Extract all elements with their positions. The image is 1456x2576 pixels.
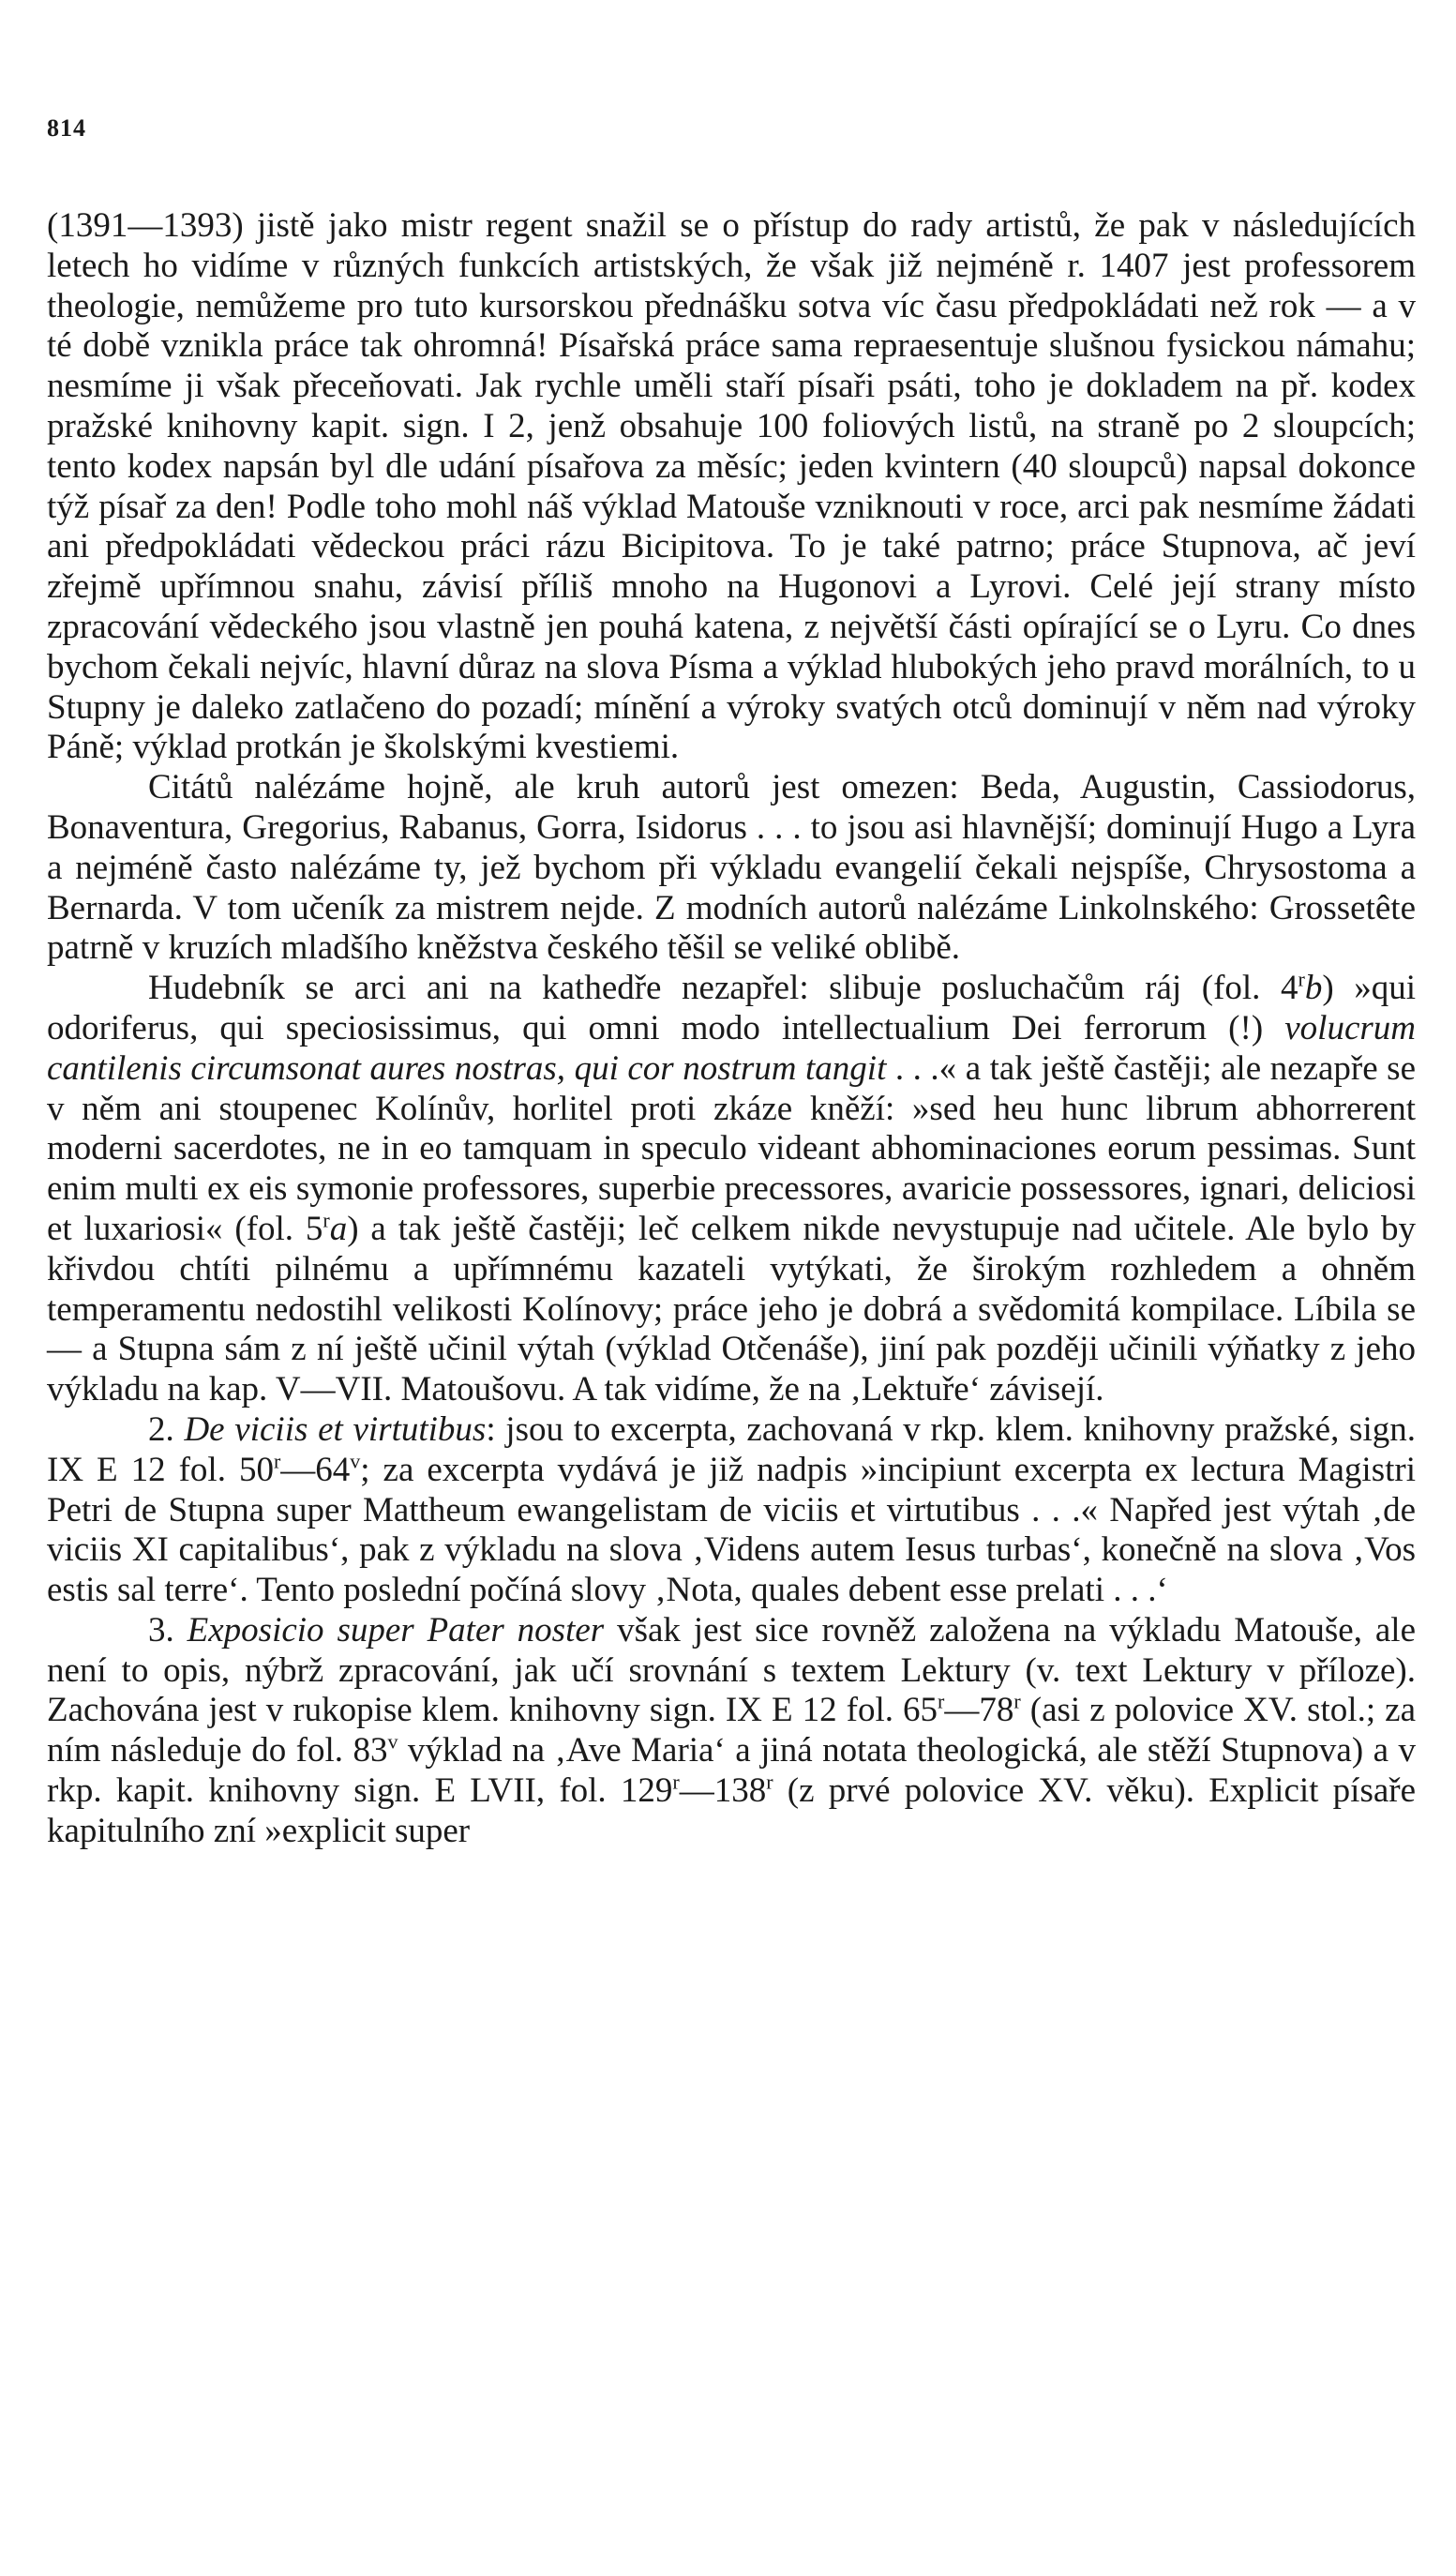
folio-superscript: r — [323, 1208, 330, 1232]
paragraph — [47, 1611, 1416, 1852]
folio-superscript: r — [1298, 967, 1305, 991]
text-run: 3. — [148, 1610, 188, 1650]
folio-superscript: r — [273, 1449, 281, 1473]
text-run: 2. — [148, 1409, 185, 1449]
italic-text: Exposicio super Pater noster — [187, 1610, 605, 1650]
text-run: —64 — [280, 1450, 351, 1489]
text-run: výklad na ‚Ave Maria‘ a jiná notata theologická, ale stěží Stupnova) a v rkp. kapit. knihovny sign. E LVII, fol. 129 — [47, 1731, 1417, 1811]
text-run: : jsou to excerpta, zachovaná v rkp. klem. knihovny pražské, sign. IX E 12 fol. 50 — [47, 1409, 1416, 1489]
page-number: 814 — [47, 114, 86, 142]
text-run: Hudebník se arci ani na kathedře nezapřel: slibuje posluchačům ráj (fol. 4 — [148, 969, 1298, 1008]
text-run: ) »qui odoriferus, qui speciosissimus, qui omni modo intellectualium Dei ferrorum (!) — [47, 969, 1416, 1047]
text-run: ; za excerpta vydává je již nadpis »incipiunt excerpta ex lectura Magistri Petri de Stupna super Mattheum ewangelistam de viciis et virtutibus . . .« Napřed jest výtah ‚de viciis XI capitalibus‘, pak z výkladu na slova ‚Videns autem Iesus turbas‘, konečně na slova ‚Vos estis sal terre‘. Tento poslední počíná slovy ‚Nota, quales debent esse prelati . . .‘ — [47, 1450, 1416, 1610]
paragraph — [47, 1410, 1416, 1611]
text-run: —78 — [944, 1691, 1014, 1730]
text-run: (1391—1393) jistě jako mistr regent snažil se o přístup do rady artistů, že pak v následujících letech ho vidíme v různých funkcích artistských, že však již nejméně r. 1407 jest professorem theologie, nemůžeme pro tuto kursorskou přednášku sotva víc času předpokládati než rok — a v té době vznikla práce tak ohromná! Písařská práce sama repraesentuje slušnou fysickou námahu; nesmíme ji však přeceňovati. Jak rychle uměli staří písaři psáti, toho je dokladem na př. kodex pražské knihovny kapit. sign. I 2, jenž obsahuje 100 foliových listů, na straně po 2 sloupcích; tento kodex napsán byl dle udání písařova za měsíc; jeden kvintern (40 sloupců) napsal dokonce týž písař za den! Podle toho mohl náš výklad Matouše vzniknouti v roce, arci pak nesmíme žádati ani předpokládati vědeckou práci rázu Bicipitova. To je také patrno; práce Stupnova, ač jeví zřejmě upřímnou snahu, závisí příliš mnoho na Hugonovi a Lyrovi. Celé její strany místo zpracování vědeckého jsou vlastně jen pouhá katena, z největší části opírající se o Lyru. Co dnes bychom čekali nejvíc, hlavní důraz na slova Písma a výklad hlubokých jeho pravd morálních, to u Stupny je daleko zatlačeno do pozadí; mínění a výroky svatých otců dominují v něm nad výroky Páně; výklad protkán je školskými kvestiemi. — [47, 206, 1416, 767]
folio-superscript: r — [938, 1690, 945, 1714]
folio-superscript: r — [1013, 1690, 1021, 1714]
italic-text: De viciis et virtutibus — [184, 1409, 487, 1449]
folio-superscript: r — [672, 1770, 680, 1794]
italic-text: volucrum cantilenis circumsonat aures nostras, qui cor nostrum tangit — [47, 1008, 1416, 1088]
text-run: (z prvé polovice XV. věku). Explicit písaře kapitulního zní »explicit super — [47, 1771, 1417, 1850]
text-run: však jest sice rovněž založena na výkladu Matouše, ale není to opis, nýbrž zpracování, jak učí srovnání s textem Lektury (v. text Lektury v příloze). Zachována jest v rukopise klem. knihovny sign. IX E 12 fol. 65 — [47, 1610, 1416, 1730]
folio-superscript: v — [350, 1449, 361, 1473]
paragraph — [47, 969, 1416, 1410]
paragraph — [47, 206, 1416, 768]
folio-superscript: r — [766, 1770, 773, 1794]
paragraph — [47, 768, 1416, 969]
text-run: . . .« a tak ještě častěji; ale nezapře se v něm ani stoupenec Kolínův, horlitel proti zkáze kněží: »sed heu hunc librum abhorrerent moderni sacerdotes, ne in eo tamquam in speculo videant abhominaciones eorum pessimas. Sunt enim multi ex eis symonie professores, superbie precessores, avaricie possessores, ignari, deliciosi et luxariosi« (fol. 5 — [47, 1048, 1416, 1248]
text-run: —138 — [679, 1771, 767, 1811]
folio-superscript: v — [387, 1729, 398, 1754]
text-run: Citátů nalézáme hojně, ale kruh autorů jest omezen: Beda, Augustin, Cassiodorus, Bonaventura, Gregorius, Rabanus, Gorra, Isidorus . . . to jsou asi hlavnější; dominují Hugo a Lyra a nejméně často nalézáme ty, jež bychom při výkladu evangelií čekali nejspíše, Chrysostoma a Bernarda. V tom učeník za mistrem nejde. Z modních autorů nalézáme Linkolnského: Grossetête patrně v kruzích mladšího kněžstva českého těšil se veliké oblibě. — [47, 768, 1416, 968]
text-run: ) a tak ještě častěji; leč celkem nikde nevystupuje nad učitele. Ale bylo by křivdou chtíti pilnému a upřímnému kazateli vytýkati, že širokým rozhledem a ohněm temperamentu nedostihl velikosti Kolínovy; práce jeho je dobrá a svědomitá kompilace. Líbila se — a Stupna sám z ní ještě učinil výtah (výklad Otčenáše), jiní pak později učinili výňatky z jeho výkladu na kap. V—VII. Matoušovu. A tak vidíme, že na ‚Lektuře‘ závisejí. — [47, 1209, 1417, 1409]
body-text — [47, 206, 1416, 1852]
italic-text: a — [329, 1209, 348, 1248]
text-run: (asi z polovice XV. stol.; za ním následuje do fol. 83 — [47, 1691, 1416, 1770]
italic-text: b — [1304, 969, 1323, 1008]
